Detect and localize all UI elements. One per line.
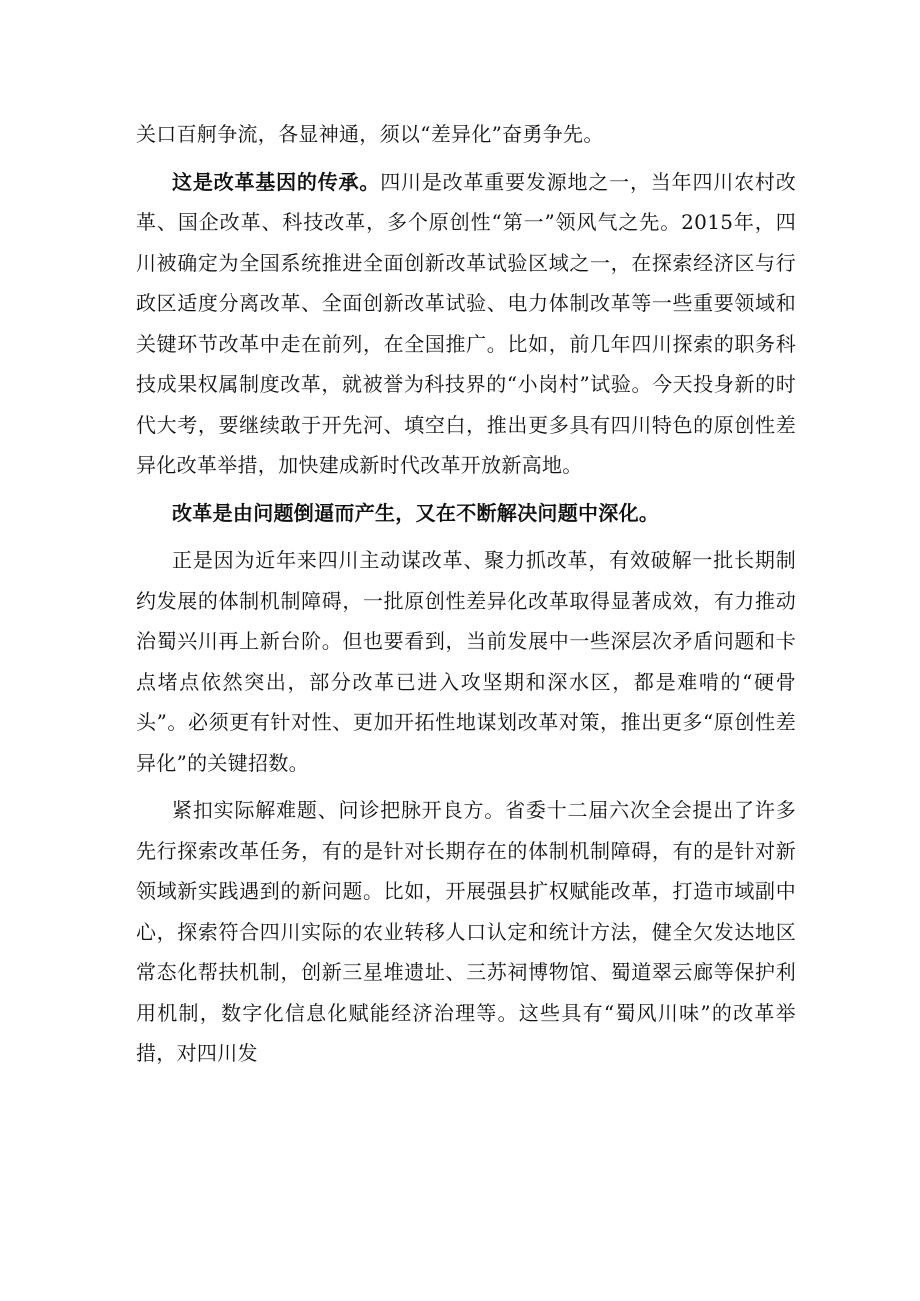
article-body <box>136 114 796 1081</box>
paragraph-4 <box>136 540 796 783</box>
paragraph-1 <box>136 114 796 155</box>
paragraph-text: 关口百舸争流，各显神通，须以“差异化”奋勇争先。 <box>136 122 604 146</box>
paragraph-text: 四川是改革重要发源地之一，当年四川农村改革、国企改革、科技改革，多个原创性“第一”领风气之先。2015年，四川被确定为全国系统推进全面创新改革试验区域之一，在探索经济区与行政区适度分离改革、全面创新改革试验、电力体制改革等一些重要领域和关键环节改革中走在前列，在全国推广。比如，前几年四川探索的职务科技成果权属制度改革，就被誉为科技界的“小岗村”试验。今天投身新的时代大考，要继续敢于开先河、填空白，推出更多具有四川特色的原创性差异化改革举措，加快建成新时代改革开放新高地。 <box>136 169 797 477</box>
paragraph-text: 正是因为近年来四川主动谋改革、聚力抓改革，有效破解一批长期制约发展的体制机制障碍，一批原创性差异化改革取得显著成效，有力推动治蜀兴川再上新台阶。但也要看到，当前发展中一些深层次矛盾问题和卡点堵点依然突出，部分改革已进入攻坚期和深水区，都是难啃的“硬骨头”。必须更有针对性、更加开拓性地谋划改革对策，推出更多“原创性差异化”的关键招数。 <box>136 548 796 775</box>
paragraph-5 <box>136 790 796 1074</box>
paragraph-lead: 改革是由问题倒逼而产生，又在不断解决问题中深化。 <box>172 500 660 525</box>
paragraph-2 <box>136 162 796 486</box>
paragraph-text: 紧扣实际解难题、问诊把脉开良方。省委十二届六次全会提出了许多先行探索改革任务，有的是针对长期存在的体制机制障碍，有的是针对新领域新实践遇到的新问题。比如，开展强县扩权赋能改革，打造市域副中心，探索符合四川实际的农业转移人口认定和统计方法，健全欠发达地区常态化帮扶机制，创新三星堆遗址、三苏祠博物馆、蜀道翠云廊等保护利用机制，数字化信息化赋能经济治理等。这些具有“蜀风川味”的改革举措，对四川发 <box>136 798 796 1065</box>
paragraph-lead: 这是改革基因的传承。 <box>172 169 381 194</box>
paragraph-3 <box>136 493 796 534</box>
